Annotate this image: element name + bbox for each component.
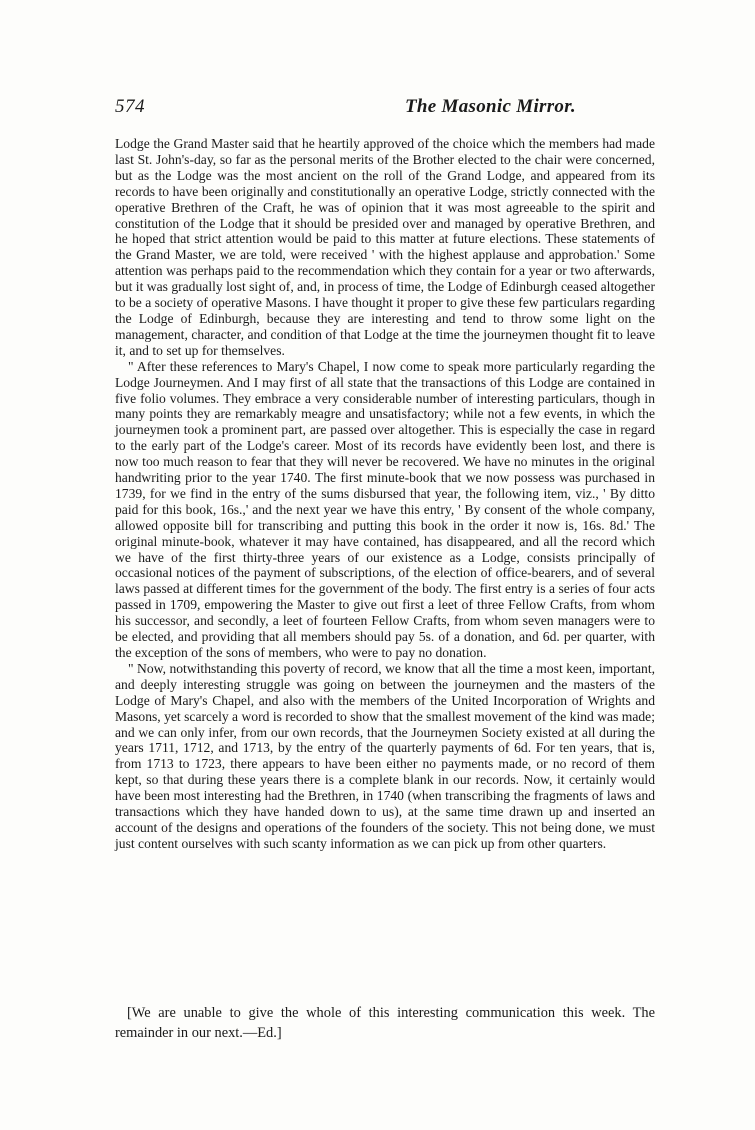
article-body — [115, 136, 655, 852]
editor-note — [115, 1003, 655, 1043]
paragraph-2: " After these references to Mary's Chapel, I now come to speak more particularly regarding the Lodge Journeymen. And I may first of all state that the transactions of this Lodge are contained in five folio volumes. They embrace a very considerable number of interesting particulars, though in many points they are remarkably meagre and unsatisfactory; while not a few events, in which the journeymen took a prominent part, are passed over altogether. This is especially the case in regard to the early part of the Lodge's career. Most of its records have evidently been lost, and there is now too much reason to fear that they will never be recovered. We have no minutes in the original handwriting prior to the year 1740. The first minute-book that we now possess was purchased in 1739, for we find in the entry of the sums disbursed that year, the following item, viz., ' By ditto paid for this book, 16s.,' and the next year we have this entry, ' By consent of the whole company, allowed opposite bill for transcribing and putting this book in the order it now is, 16s. 8d.' The original minute-book, whatever it may have contained, has disappeared, and all the record which we have of the first thirty-three years of our existence as a Lodge, consists principally of occasional notices of the payment of subscriptions, of the election of office-bearers, and of several laws passed at different times for the government of the body. The first entry is a series of four acts passed in 1709, empowering the Master to give out first a leet of three Fellow Crafts, from whom his successor, and secondly, a leet of fourteen Fellow Crafts, from whom seven managers were to be elected, and providing that all members should pay 5s. of a donation, and 6d. per quarter, with the exception of the sons of members, who were to pay no donation. — [115, 358, 655, 660]
paragraph-1: Lodge the Grand Master said that he heartily approved of the choice which the members had made last St. John's-day, so far as the personal merits of the Brother elected to the chair were concerned, but as the Lodge was the most ancient on the roll of the Grand Lodge, and appeared from its records to have been originally and constitutionally an operative Lodge, strictly connected with the operative Brethren of the Craft, he was of opinion that it was most agreeable to the spirit and constitution of the Lodge that it should be presided over and managed by operative Brethren, and he hoped that strict attention would be paid to this matter at future elections. These statements of the Grand Master, we are told, were received ' with the highest applause and approbation.' Some attention was perhaps paid to the recommendation which they contain for a year or two afterwards, but it was gradually lost sight of, and, in process of time, the Lodge of Edinburgh ceased altogether to be a society of operative Masons. I have thought it proper to give these few particulars regarding the Lodge of Edinburgh, because they are interesting and tend to throw some light on the management, character, and condition of that Lodge at the time the journeymen thought fit to leave it, and to set up for themselves. — [115, 136, 655, 358]
page-number: 574 — [115, 96, 145, 117]
running-title: The Masonic Mirror. — [405, 96, 576, 117]
page-header — [115, 96, 655, 122]
editor-note-text: [We are unable to give the whole of this interesting communication this week. The remainder in our next.—Ed.] — [115, 1005, 655, 1041]
paragraph-3: " Now, notwithstanding this poverty of record, we know that all the time a most keen, important, and deeply interesting struggle was going on between the journeymen and the masters of the Lodge of Mary's Chapel, and also with the members of the United Incorporation of Wrights and Masons, yet scarcely a word is recorded to show that the smallest movement of the kind was made; and we can only infer, from our own records, that the Journeymen Society existed at all during the years 1711, 1712, and 1713, by the entry of the quarterly payments of 6d. For ten years, that is, from 1713 to 1723, there appears to have been either no payments made, or no record of them kept, so that during these years there is a complete blank in our records. Now, it certainly would have been most interesting had the Brethren, in 1740 (when transcribing the fragments of laws and transactions which they have handed down to us), at the same time drawn up and inserted an account of the designs and operations of the founders of the society. This not being done, we must just content ourselves with such scanty information as we can pick up from other quarters. — [115, 660, 655, 851]
